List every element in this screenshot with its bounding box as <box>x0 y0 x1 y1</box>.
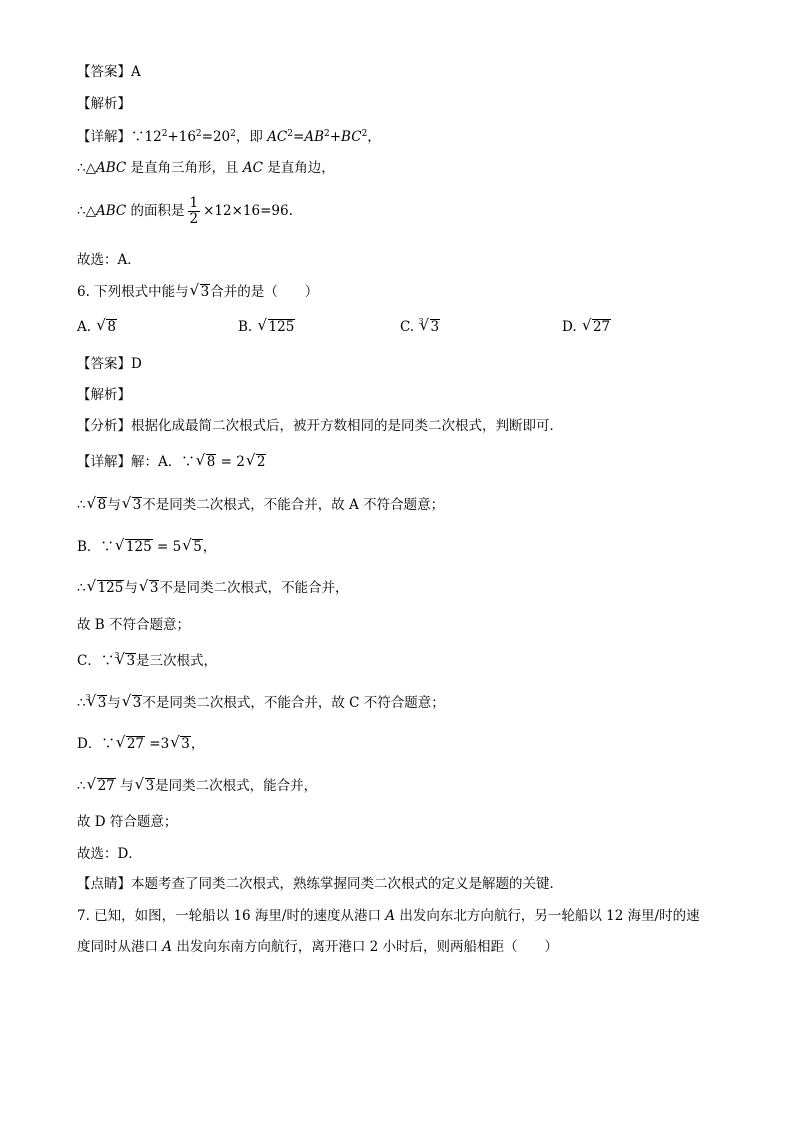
q5-eq-part: ， <box>367 129 381 145</box>
q6-text: 是三次根式， <box>136 653 218 669</box>
q6-text: 与 <box>107 695 121 711</box>
q5-answer-line <box>77 63 141 81</box>
q5-text: ×12×16=96. <box>203 203 293 219</box>
radical <box>182 538 203 556</box>
q5-var: AC <box>267 129 288 145</box>
q5-var: ABC <box>95 203 127 219</box>
q5-eq-part: =20 <box>201 129 231 145</box>
q5-analysis-tag: 【解析】 <box>77 96 131 112</box>
q7-text: 度同时从港口 <box>77 939 163 955</box>
q6-text: 不是同类二次根式，不能合并，故 A 不符合题意； <box>142 497 445 513</box>
q5-eq-part: = <box>293 129 305 145</box>
radical <box>115 538 153 556</box>
q6-fenxi-line <box>77 417 563 435</box>
q6-text: ， <box>190 736 205 752</box>
radical <box>139 579 160 597</box>
q5-choose: 故选：A． <box>77 252 141 268</box>
q7-stem-line-2 <box>77 938 558 956</box>
radicand: 27 <box>97 778 115 794</box>
q6-dianjing-line <box>77 875 563 893</box>
q6-text: 不是同类二次根式，不能合并， <box>159 580 349 596</box>
root-index: 3 <box>114 651 120 660</box>
q6-choose: 故选：D． <box>77 846 142 862</box>
q6-text: = 5 <box>152 539 182 555</box>
root-index: 3 <box>418 317 424 326</box>
q5-detail-line <box>77 128 381 146</box>
radical <box>115 652 136 670</box>
q6-dianjing-tag: 【点睛】 <box>77 876 131 892</box>
radicand: 27 <box>126 736 145 752</box>
q6-text: ∴ <box>77 695 86 711</box>
q6-answer-line <box>77 355 142 373</box>
radicand: 8 <box>107 319 116 335</box>
q6-dianjing-text: 本题考查了同类二次根式，熟练掌握同类二次根式的定义是解题的关键． <box>131 876 563 892</box>
option-label: C. <box>400 319 415 335</box>
q5-detail-tag: 【详解】 <box>77 129 131 145</box>
radical <box>170 735 191 753</box>
q5-answer-tag: 【答案】 <box>77 64 131 80</box>
radicand: 3 <box>126 653 136 669</box>
q5-eq-part: ，即 <box>235 129 263 145</box>
q7-var: A <box>385 908 396 924</box>
q5-eq-part: +16 <box>167 129 196 145</box>
q6-conclusion-b <box>77 579 348 597</box>
q7-stem-line-1 <box>77 907 700 925</box>
q6-detail-tag: 【详解】 <box>77 454 131 470</box>
radicand: 3 <box>97 695 107 711</box>
q6-text: 不是同类二次根式，不能合并，故 C 不符合题意； <box>142 695 445 711</box>
radical <box>87 777 116 795</box>
radical <box>190 283 211 301</box>
q6-text: 与 <box>115 778 134 794</box>
q7-text: 出发向东南方向航行，离开港口 2 小时后，则两船相距（ ） <box>172 939 559 955</box>
q6-stem-text: 合并的是（ ） <box>210 284 319 300</box>
q6-text: ， <box>202 539 217 555</box>
q6-option-b <box>238 318 295 336</box>
option-label: D. <box>562 319 577 335</box>
q5-eq-part: + <box>329 129 342 145</box>
fraction-denominator: 2 <box>189 211 199 227</box>
q5-text: ∴△ <box>77 160 96 176</box>
q5-eq-exp: 2 <box>361 129 368 139</box>
q6-conclusion-d2: 故 D 符合题意； <box>77 814 178 830</box>
radical <box>246 453 267 471</box>
radicand: 125 <box>268 319 295 335</box>
radical <box>135 777 156 795</box>
q6-text: 是同类二次根式，能合并， <box>155 778 318 794</box>
radical <box>87 496 108 514</box>
q6-option-a <box>77 318 117 336</box>
q6-text: 解：A．∵ <box>131 454 195 470</box>
radical <box>87 694 108 712</box>
q5-eq-part: ∵12 <box>131 129 162 145</box>
radical <box>258 318 296 336</box>
q6-line-d <box>77 735 204 753</box>
q6-stem <box>77 283 318 301</box>
radicand: 8 <box>97 497 107 513</box>
option-label: B. <box>238 319 253 335</box>
q6-text: C．∵ <box>77 653 115 669</box>
q5-eq-exp: 2 <box>230 129 236 139</box>
radicand: 3 <box>200 284 210 300</box>
q5-area-line <box>77 194 293 228</box>
q7-text: 7. 已知，如图，一轮船以 16 海里/时的速度从港口 <box>77 908 386 924</box>
radicand: 3 <box>430 319 440 335</box>
radicand: 125 <box>97 580 124 596</box>
q5-var: ABC <box>95 160 127 176</box>
q6-answer-value: D <box>131 356 142 372</box>
radicand: 2 <box>256 454 266 470</box>
q6-stem-text: 6. 下列根式中能与 <box>77 284 189 300</box>
q5-eq-exp: 2 <box>324 129 330 139</box>
radicand: 3 <box>132 497 142 513</box>
q6-text: ∴ <box>77 778 86 794</box>
q5-eq-exp: 2 <box>161 129 168 139</box>
q7-var: A <box>162 939 173 955</box>
q6-conclusion-a <box>77 496 444 514</box>
option-label: A. <box>77 319 92 335</box>
radical <box>116 735 145 753</box>
q6-fenxi-text: 根据化成最简二次根式后，被开方数相同的是同类二次根式，判断即可． <box>131 418 563 434</box>
radicand: 3 <box>145 778 155 794</box>
radical <box>96 318 117 336</box>
radicand: 5 <box>193 539 202 555</box>
radicand: 125 <box>125 539 152 555</box>
q7-text: 出发向东北方向航行，另一轮船以 12 海里/时的速 <box>395 908 700 924</box>
q6-option-c <box>400 318 440 338</box>
radicand: 3 <box>132 695 142 711</box>
q6-text: ∴ <box>77 580 86 596</box>
radical <box>122 694 143 712</box>
q6-option-d <box>562 318 611 336</box>
radicand: 3 <box>149 580 159 596</box>
radicand: 8 <box>206 454 216 470</box>
fraction <box>188 196 201 227</box>
q6-line-c <box>77 652 217 672</box>
q5-text: 是直角三角形，且 <box>126 160 243 176</box>
radical <box>582 318 611 336</box>
radical <box>122 496 143 514</box>
radicand: 3 <box>181 736 190 752</box>
q6-answer-tag: 【答案】 <box>77 356 131 372</box>
q6-fenxi-tag: 【分析】 <box>77 418 131 434</box>
q6-text: 与 <box>107 497 121 513</box>
fraction-numerator: 1 <box>189 195 199 211</box>
q6-text: B．∵ <box>77 539 114 555</box>
q5-eq-exp: 2 <box>195 129 202 139</box>
root-index: 3 <box>85 693 91 702</box>
radical <box>87 579 125 597</box>
q6-text: = 2 <box>216 454 245 470</box>
radicand: 27 <box>592 319 611 335</box>
q5-answer-value: A <box>131 64 141 80</box>
q6-conclusion-b2: 故 B 不符合题意； <box>77 617 191 633</box>
q5-text: 的面积是 <box>126 203 185 219</box>
q5-text: 是直角边， <box>262 160 335 176</box>
q6-analysis-tag: 【解析】 <box>77 387 131 403</box>
q5-var: AB <box>304 129 324 145</box>
q6-detail-line <box>77 453 266 471</box>
q5-var: BC <box>341 129 362 145</box>
q5-var: AC <box>242 160 263 176</box>
q6-text: D．∵ <box>77 736 115 752</box>
q6-text: ∴ <box>77 497 86 513</box>
q6-text: =3 <box>145 736 170 752</box>
q5-text: ∴△ <box>77 203 96 219</box>
radical <box>420 318 441 336</box>
q6-text: 与 <box>124 580 138 596</box>
q6-conclusion-d <box>77 777 317 795</box>
q6-line-b <box>77 538 216 556</box>
q5-eq-exp: 2 <box>287 129 294 139</box>
radical <box>196 453 217 471</box>
q6-conclusion-c <box>77 694 445 714</box>
q5-right-triangle-line <box>77 159 335 177</box>
